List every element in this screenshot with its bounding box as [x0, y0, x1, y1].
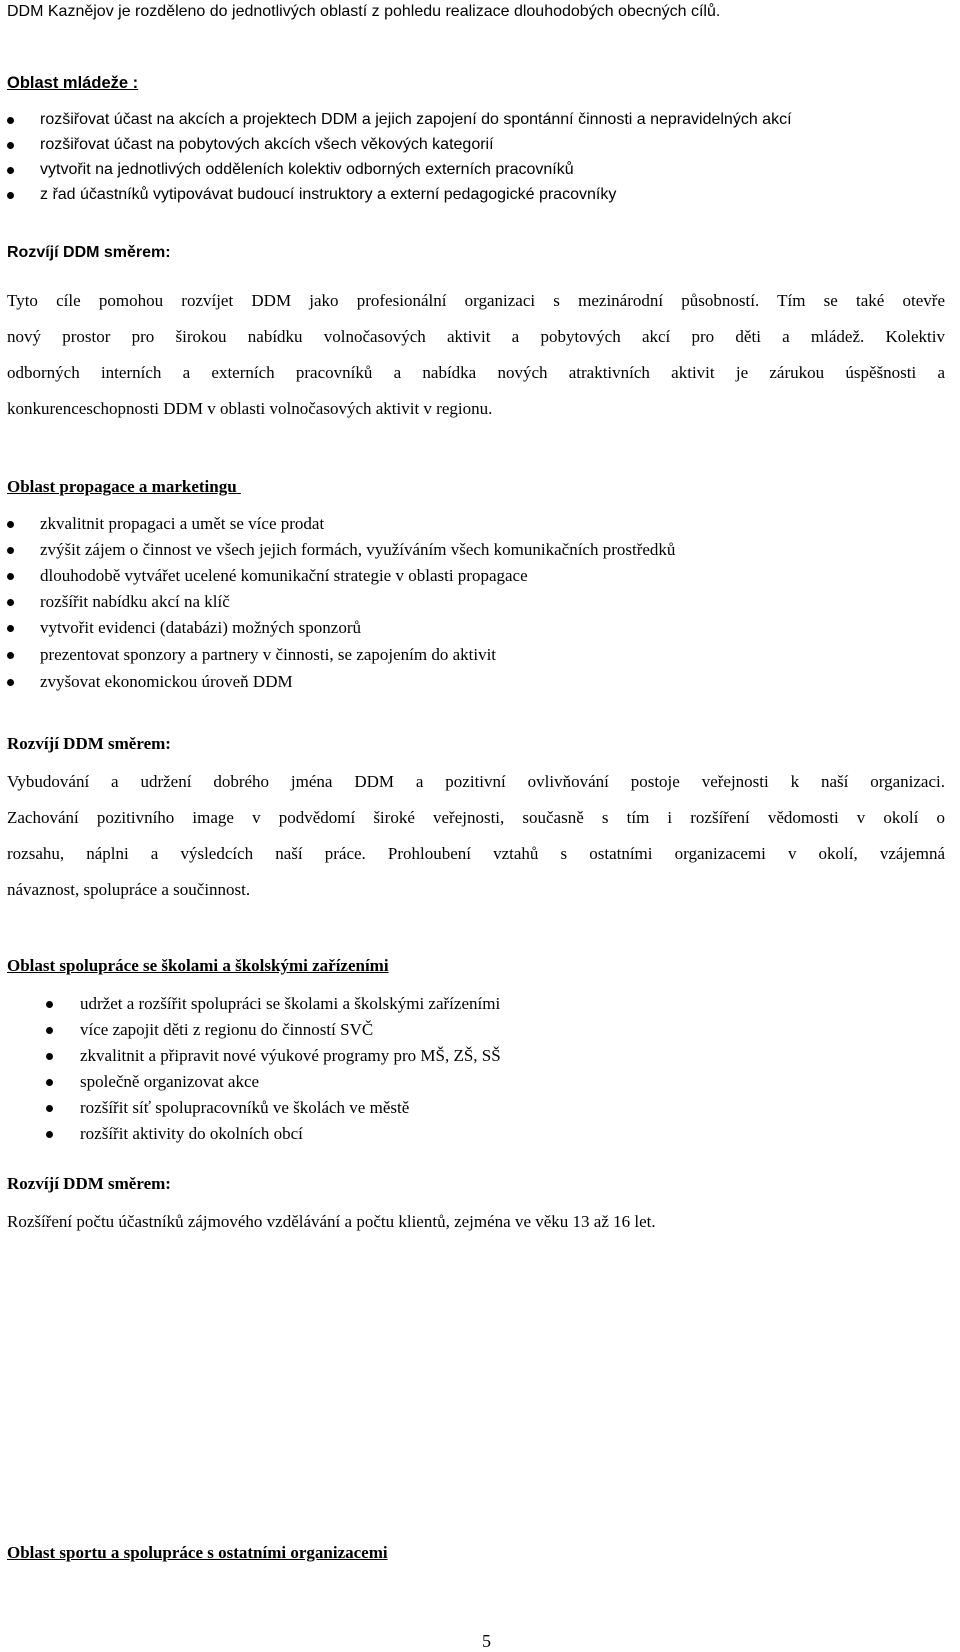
intro-text: DDM Kaznějov je rozděleno do jednotlivých oblastí z pohledu realizace dlouhodobých obecných cílů. — [7, 3, 721, 20]
list-item: rozšířit síť spolupracovníků ve školách ve městě — [80, 1098, 409, 1118]
bullet-icon — [46, 1027, 53, 1034]
page-number: 5 — [482, 1631, 491, 1651]
marketing-paragraph-line: Vybudování a udržení dobrého jména DDM a pozitivní ovlivňování postoje veřejnosti k naší organizaci. — [7, 772, 945, 791]
bullet-icon — [46, 1105, 53, 1112]
youth-paragraph-line: nový prostor pro širokou nabídku volnočasových aktivit a pobytových akcí pro děti a mládež. Kolektiv — [7, 327, 945, 346]
list-item: udržet a rozšířit spolupráci se školami a školskými zařízeními — [80, 994, 500, 1014]
bullet-icon — [7, 679, 14, 686]
bullet-icon — [46, 1001, 53, 1008]
youth-heading: Oblast mládeže : — [7, 74, 139, 92]
list-item: vytvořit na jednotlivých odděleních kolektiv odborných externích pracovníků — [40, 160, 574, 180]
list-item: rozšířit aktivity do okolních obcí — [80, 1124, 303, 1144]
bullet-icon — [7, 117, 14, 124]
marketing-paragraph-line: rozsahu, náplni a výsledcích naší práce. Prohloubení vztahů s ostatními organizacemi v okolí, vzájemná — [7, 844, 945, 863]
list-item: zkvalitnit a připravit nové výukové programy pro MŠ, ZŠ, SŠ — [80, 1046, 501, 1066]
bullet-icon — [46, 1079, 53, 1086]
bullet-icon — [7, 625, 14, 632]
schools-develops-label: Rozvíjí DDM směrem: — [7, 1174, 171, 1193]
list-item: zkvalitnit propagaci a umět se více prodat — [40, 514, 324, 534]
bullet-icon — [7, 573, 14, 580]
bullet-icon — [7, 547, 14, 554]
list-item: zvýšit zájem o činnost ve všech jejich formách, využíváním všech komunikačních prostředků — [40, 540, 675, 560]
youth-paragraph-line: odborných interních a externích pracovníků a nabídka nových atraktivních aktivit je zárukou úspěšnosti a — [7, 363, 945, 382]
list-item: rozšiřovat účast na pobytových akcích všech věkových kategorií — [40, 135, 494, 155]
bullet-icon — [46, 1053, 53, 1060]
list-item: dlouhodobě vytvářet ucelené komunikační strategie v oblasti propagace — [40, 566, 528, 586]
youth-paragraph-line: konkurenceschopnosti DDM v oblasti volnočasových aktivit v regionu. — [7, 399, 493, 418]
bullet-icon — [7, 142, 14, 149]
bullet-icon — [7, 652, 14, 659]
schools-heading: Oblast spolupráce se školami a školskými zařízeními — [7, 956, 389, 975]
list-item: společně organizovat akce — [80, 1072, 259, 1092]
list-item: vytvořit evidenci (databázi) možných sponzorů — [40, 618, 361, 638]
sport-heading: Oblast sportu a spolupráce s ostatními organizacemi — [7, 1543, 388, 1562]
list-item: rozšiřovat účast na akcích a projektech DDM a jejich zapojení do spontánní činnosti a nepravidelných akcí — [40, 110, 792, 130]
bullet-icon — [7, 521, 14, 528]
list-item: více zapojit děti z regionu do činností SVČ — [80, 1020, 373, 1040]
bullet-icon — [7, 167, 14, 174]
schools-paragraph: Rozšíření počtu účastníků zájmového vzdělávání a počtu klientů, zejména ve věku 13 až 16 let. — [7, 1212, 656, 1231]
youth-paragraph-line: Tyto cíle pomohou rozvíjet DDM jako profesionální organizaci s mezinárodní působností. Tím se také otevře — [7, 291, 945, 310]
bullet-icon — [7, 192, 14, 199]
marketing-develops-label: Rozvíjí DDM směrem: — [7, 734, 171, 753]
marketing-paragraph-line: Zachování pozitivního image v podvědomí široké veřejnosti, současně s tím i rozšíření vědomosti v okolí o — [7, 808, 945, 827]
list-item: prezentovat sponzory a partnery v činnosti, se zapojením do aktivit — [40, 645, 496, 665]
bullet-icon — [46, 1131, 53, 1138]
list-item: rozšířit nabídku akcí na klíč — [40, 592, 230, 612]
list-item: z řad účastníků vytipovávat budoucí instruktory a externí pedagogické pracovníky — [40, 185, 616, 205]
marketing-heading: Oblast propagace a marketingu — [7, 477, 237, 496]
marketing-paragraph-line: návaznost, spolupráce a součinnost. — [7, 880, 251, 899]
bullet-icon — [7, 599, 14, 606]
youth-develops-label: Rozvíjí DDM směrem: — [7, 244, 171, 261]
list-item: zvyšovat ekonomickou úroveň DDM — [40, 672, 293, 692]
